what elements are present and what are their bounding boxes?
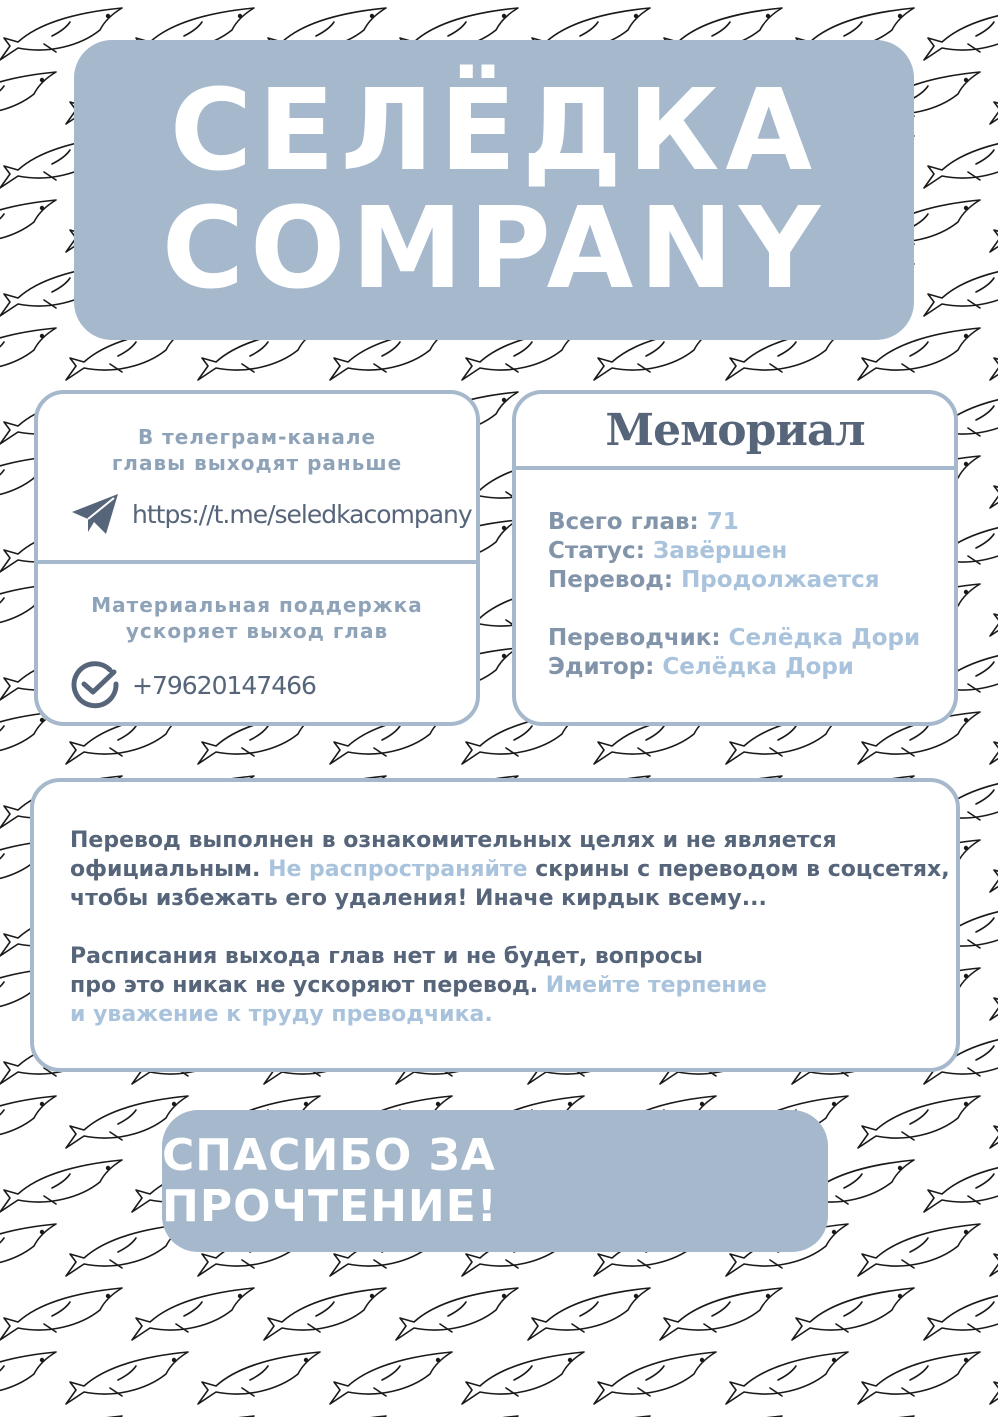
translator-value: Селёдка Дори — [728, 625, 921, 651]
support-note-line-2: ускоряет выход глав — [125, 619, 389, 643]
status-label: Статус: — [548, 538, 645, 564]
status-line — [548, 537, 954, 566]
telegram-section — [38, 394, 476, 564]
translation-value: Продолжается — [681, 567, 880, 593]
notice-p1-line-1: Перевод выполнен в ознакомительных целях и не является — [70, 828, 837, 853]
notice-p1-line-2-start: официальным. — [70, 857, 261, 882]
notice-p1-line-3: чтобы избежать его удаления! Иначе кирдык всему... — [70, 886, 767, 911]
editor-line — [548, 653, 954, 682]
notice-card — [30, 778, 960, 1072]
notice-p2-highlight: Имейте терпение — [545, 973, 767, 998]
telegram-link[interactable]: https://t.me/seledkacompany — [132, 499, 472, 529]
phone-number[interactable]: +79620147466 — [132, 670, 316, 700]
notice-p1-line-2-end: скрины с переводом в соцсетях, — [535, 857, 950, 882]
chapters-value: 71 — [706, 509, 739, 535]
thanks-text: СПАСИБО ЗА ПРОЧТЕНИЕ! — [162, 1130, 498, 1232]
editor-label: Эдитор: — [548, 654, 655, 680]
editor-value: Селёдка Дори — [662, 654, 854, 680]
title-line-2: COMPANY — [161, 184, 827, 314]
translator-label: Переводчик: — [548, 625, 721, 651]
translation-label: Перевод: — [548, 567, 674, 593]
info-body — [516, 470, 954, 682]
notice-p2-line-2 — [70, 971, 956, 1000]
telegram-link-row[interactable] — [38, 492, 476, 536]
telegram-note-line-2: главы выходят раньше — [111, 451, 403, 475]
telegram-note-line-1: В телеграм-канале — [137, 425, 377, 449]
memorial-title: Мемориал — [605, 404, 865, 456]
chapters-line — [548, 508, 954, 537]
chapters-label: Всего глав: — [548, 509, 699, 535]
contact-card — [34, 390, 480, 726]
thanks-banner — [162, 1110, 828, 1252]
notice-p2-line-3: и уважение к труду преводчика. — [70, 1002, 493, 1027]
telegram-paper-plane-icon — [70, 492, 120, 536]
status-value: Завёршен — [652, 538, 788, 564]
support-section — [38, 564, 476, 710]
notice-p1-line-2 — [70, 855, 956, 884]
support-note-line-1: Материальная поддержка — [91, 593, 423, 617]
notice-p2-line-2-start: про это никак не ускоряют перевод. — [70, 973, 539, 998]
translator-line — [548, 624, 954, 653]
notice-p2-line-1: Расписания выхода глав нет и не будет, вопросы — [70, 944, 703, 969]
title-line-1: СЕЛЁДКА — [169, 66, 819, 196]
info-card — [512, 390, 958, 726]
sberbank-check-icon — [70, 660, 120, 710]
phone-row[interactable] — [38, 660, 476, 710]
info-header — [516, 394, 954, 470]
translation-line — [548, 566, 954, 595]
title-banner — [74, 40, 914, 340]
notice-p1-highlight: Не распространяйте — [268, 857, 528, 882]
